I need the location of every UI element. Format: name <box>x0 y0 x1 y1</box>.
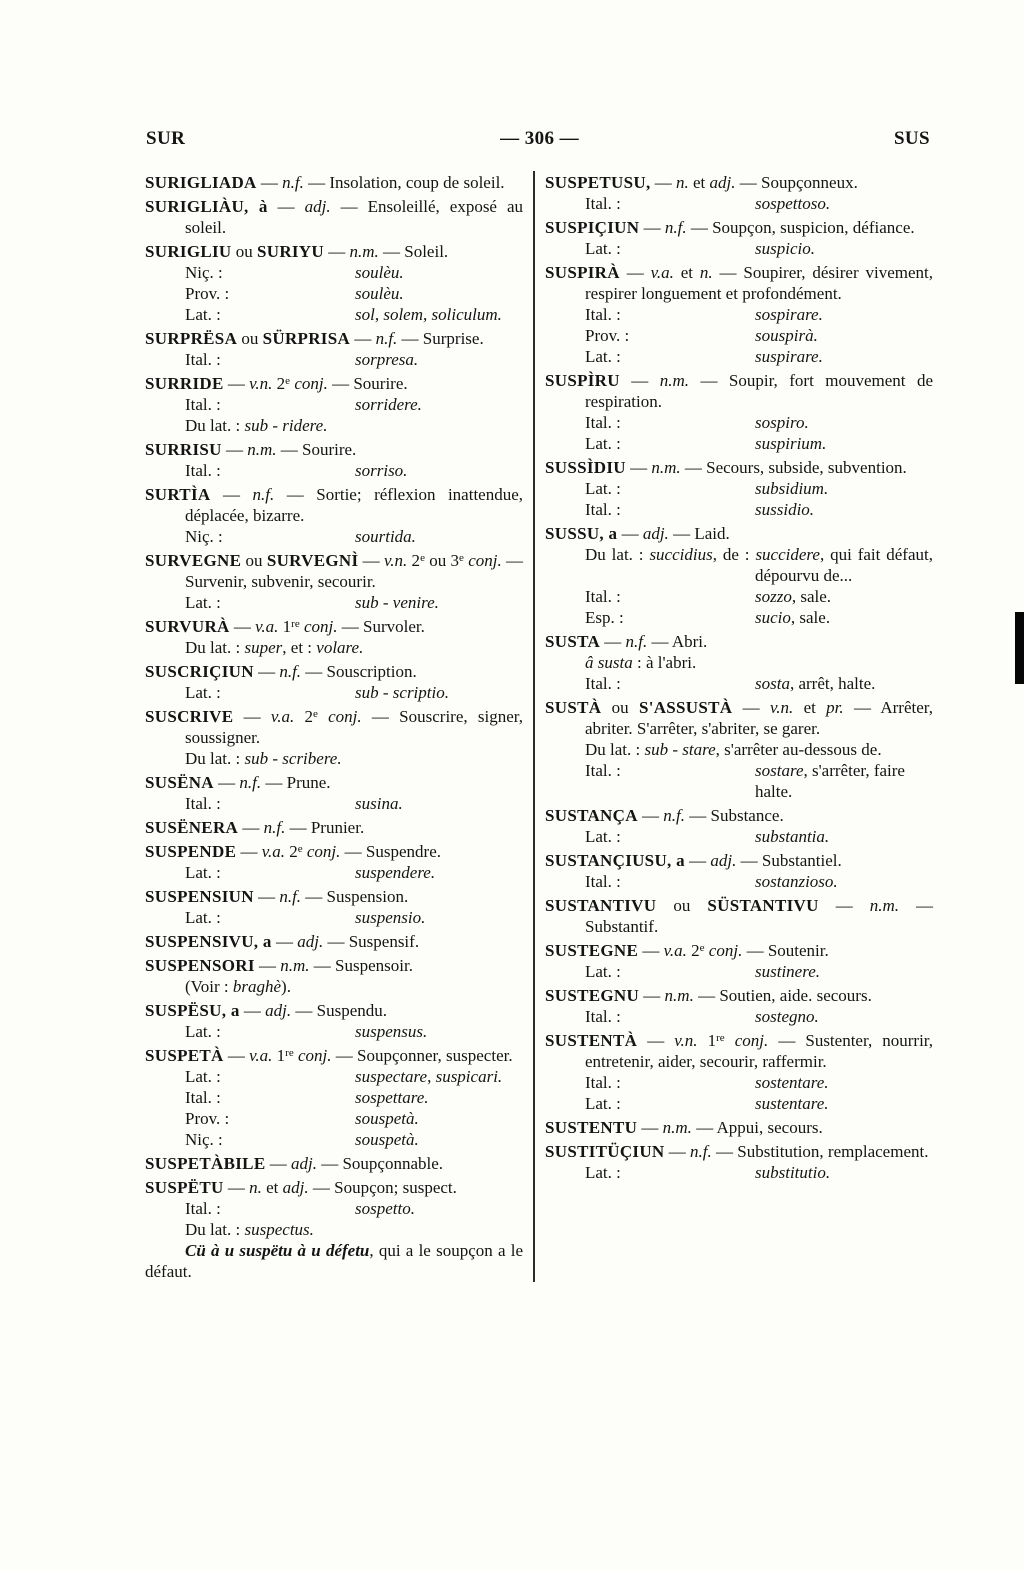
entry-headline: SUSTEGNE — v.a. 2e conj. — Soutenir. <box>545 941 829 960</box>
translation-value: sospiro. <box>755 413 809 432</box>
dictionary-entry-surigliada <box>145 172 523 193</box>
entry-subline: (Voir : braghè). <box>185 977 291 996</box>
language-label: Ital. : <box>185 461 221 480</box>
dictionary-entry-susena <box>145 772 523 814</box>
dictionary-entry-suscriciun <box>145 661 523 703</box>
etymology-line: Du lat. : suspectus. <box>185 1220 314 1239</box>
dictionary-entry-survura <box>145 616 523 658</box>
dictionary-entry-suspiru <box>545 370 933 454</box>
translation-value: suspirare. <box>755 347 823 366</box>
page-header <box>146 128 930 150</box>
entry-headline: SUSTA — n.f. — Abri. <box>545 632 708 651</box>
entry-headline: SUSPENSORI — n.m. — Suspensoir. <box>145 956 413 975</box>
entry-headline: SUSPENSIVU, a — adj. — Suspensif. <box>145 932 420 951</box>
entry-headline: SURPRËSA ou SÜRPRISA — n.f. — Surprise. <box>145 329 484 348</box>
right-column <box>545 169 933 1282</box>
dictionary-entry-suspensori <box>145 955 523 997</box>
translation-line <box>185 592 523 613</box>
language-label: Lat. : <box>185 305 221 324</box>
language-label: Lat. : <box>185 908 221 927</box>
dictionary-entry-sustegnu <box>545 985 933 1027</box>
language-label: Ital. : <box>585 500 621 519</box>
entry-headline: SUSPIRÀ — v.a. et n. — Soupirer, désirer vivement, respirer longuement et profondément. <box>545 263 933 303</box>
translation-line <box>185 1129 523 1150</box>
entry-headline: SUSPËSU, a — adj. — Suspendu. <box>145 1001 387 1020</box>
dictionary-entry-suspensivu <box>145 931 523 952</box>
entry-headline: SUSTANÇA — n.f. — Substance. <box>545 806 784 825</box>
etymology-line: Du lat. : super, et : volare. <box>185 638 364 657</box>
dictionary-entry-susenera <box>145 817 523 838</box>
translation-line <box>585 478 933 499</box>
entry-headline: SUSTANÇIUSU, a — adj. — Substantiel. <box>545 851 842 870</box>
translation-value: sostegno. <box>755 1007 819 1026</box>
translation-line <box>185 1066 523 1087</box>
entry-headline: SUSTEGNU — n.m. — Soutien, aide. secours. <box>545 986 872 1005</box>
language-label: Ital. : <box>585 587 621 606</box>
translation-value: sourtida. <box>355 527 416 546</box>
entry-headline: SUSTENTU — n.m. — Appui, secours. <box>545 1118 823 1137</box>
dictionary-entry-survegne <box>145 550 523 613</box>
language-label: Ital. : <box>585 194 621 213</box>
translation-value: soulèu. <box>355 284 404 303</box>
language-label: Lat. : <box>585 347 621 366</box>
translation-line <box>185 283 523 304</box>
language-label: Lat. : <box>585 479 621 498</box>
translation-line <box>585 607 933 628</box>
dictionary-entry-sustituciun <box>545 1141 933 1183</box>
entry-headline: SUSPÌRU — n.m. — Soupir, fort mouvement de respiration. <box>545 371 933 411</box>
translation-value: sostare, s'arrêter, faire halte. <box>755 761 905 801</box>
entry-headline: SURTÌA — n.f. — Sortie; réflexion inattendue, déplacée, bizarre. <box>145 485 524 525</box>
language-label: Lat. : <box>585 1163 621 1182</box>
translation-line <box>185 349 523 370</box>
entry-headline: SURIGLIADA — n.f. — Insolation, coup de soleil. <box>145 173 505 192</box>
etymology-line: Du lat. : sub - ridere. <box>185 416 328 435</box>
translation-value: suspirium. <box>755 434 827 453</box>
dictionary-entry-sustanca <box>545 805 933 847</box>
translation-value: substitutio. <box>755 1163 831 1182</box>
translation-value: sol, solem, soliculum. <box>355 305 502 324</box>
header-guide-word-left: SUR <box>146 128 186 149</box>
translation-value: suspectare, suspicari. <box>355 1067 503 1086</box>
translation-line <box>185 907 523 928</box>
entry-headline: SUSËNERA — n.f. — Prunier. <box>145 818 365 837</box>
language-label: Ital. : <box>585 761 621 780</box>
dictionary-entry-sustentu <box>545 1117 933 1138</box>
translation-value: sucio, sale. <box>755 608 831 627</box>
translation-line <box>585 304 933 325</box>
translation-value: souspetà. <box>355 1109 419 1128</box>
translation-line <box>585 673 933 694</box>
language-label: Niç. : <box>185 263 223 282</box>
translation-line <box>585 193 933 214</box>
language-label: Ital. : <box>585 674 621 693</box>
language-label: Ital. : <box>185 350 221 369</box>
translation-line <box>585 412 933 433</box>
dictionary-entry-suscrive <box>145 706 523 769</box>
dictionary-entry-sustantivu <box>545 895 933 937</box>
translation-value: susina. <box>355 794 403 813</box>
translation-value: subsidium. <box>755 479 829 498</box>
entry-headline: SUSPIÇIUN — n.f. — Soupçon, suspicion, défiance. <box>545 218 915 237</box>
translation-line <box>185 1198 523 1219</box>
dictionary-entry-sussu <box>545 523 933 628</box>
dictionary-entry-surrisu <box>145 439 523 481</box>
translation-value: sorridere. <box>355 395 422 414</box>
etymology-line: Du lat. : sub - stare, s'arrêter au-dessous de. <box>585 740 882 759</box>
translation-line <box>585 1162 933 1183</box>
dictionary-entry-suspetabile <box>145 1153 523 1174</box>
dictionary-entry-susta <box>545 631 933 694</box>
dictionary-entry-surride <box>145 373 523 436</box>
language-label: Lat. : <box>185 863 221 882</box>
entry-headline: SUSTANTIVU ou SÜSTANTIVU — n.m. — Substantif. <box>545 896 934 936</box>
language-label: Lat. : <box>185 1067 221 1086</box>
dictionary-entry-suspesu <box>145 1000 523 1042</box>
translation-value: sostanzioso. <box>755 872 838 891</box>
language-label: Ital. : <box>185 1199 221 1218</box>
language-label: Esp. : <box>585 608 624 627</box>
translation-value: sospetto. <box>355 1199 415 1218</box>
translation-line <box>585 325 933 346</box>
language-label: Lat. : <box>185 683 221 702</box>
dictionary-entry-suspetusu <box>545 172 933 214</box>
entry-headline: SUSCRIVE — v.a. 2e conj. — Souscrire, signer, soussigner. <box>145 707 524 747</box>
language-label: Ital. : <box>185 395 221 414</box>
column-divider-rule <box>533 171 535 1282</box>
entry-headline: SUSTENTÀ — v.n. 1re conj. — Sustenter, nourrir, entretenir, aider, secourir, raffermir. <box>545 1031 934 1071</box>
language-label: Lat. : <box>585 962 621 981</box>
translation-line <box>185 526 523 547</box>
dictionary-entry-surigliu <box>145 241 523 325</box>
etymology-line: Du lat. : sub - scribere. <box>185 749 342 768</box>
dictionary-entry-surigliau <box>145 196 523 238</box>
translation-line <box>185 262 523 283</box>
translation-value: sorpresa. <box>355 350 419 369</box>
translation-line <box>585 1093 933 1114</box>
translation-line <box>585 433 933 454</box>
entry-headline: SURVURÀ — v.a. 1re conj. — Survoler. <box>145 617 425 636</box>
translation-value: sosta, arrêt, halte. <box>755 674 876 693</box>
language-label: Ital. : <box>585 872 621 891</box>
translation-value: sostentare. <box>755 1073 829 1092</box>
entry-headline: SUSPENSIUN — n.f. — Suspension. <box>145 887 409 906</box>
language-label: Niç. : <box>185 527 223 546</box>
translation-value: sospirare. <box>755 305 823 324</box>
translation-line <box>185 1087 523 1108</box>
language-label: Prov. : <box>185 1109 230 1128</box>
language-label: Ital. : <box>585 413 621 432</box>
page-edge-tab <box>1015 612 1024 684</box>
translation-line <box>185 793 523 814</box>
translation-line <box>185 460 523 481</box>
translation-value: soulèu. <box>355 263 404 282</box>
translation-value: suspicio. <box>755 239 815 258</box>
language-label: Ital. : <box>585 305 621 324</box>
dictionary-entry-sustanciusu <box>545 850 933 892</box>
translation-line <box>585 238 933 259</box>
entry-headline: SUSPETUSU, — n. et adj. — Soupçonneux. <box>545 173 858 192</box>
page-number: — 306 — <box>500 128 579 149</box>
entry-headline: SUSËNA — n.f. — Prune. <box>145 773 331 792</box>
translation-value: sustinere. <box>755 962 821 981</box>
dictionary-entry-suspende <box>145 841 523 883</box>
translation-value: sospettare. <box>355 1088 429 1107</box>
dictionary-entry-suspensiun <box>145 886 523 928</box>
translation-value: suspensio. <box>355 908 426 927</box>
dictionary-entry-suspiciun <box>545 217 933 259</box>
entry-headline: SUSTÀ ou S'ASSUSTÀ — v.n. et pr. — Arrêter, abriter. S'arrêter, s'abriter, se garer. <box>545 698 933 738</box>
left-column <box>145 169 523 1282</box>
translation-value: souspetà. <box>355 1130 419 1149</box>
dictionary-entry-suspira <box>545 262 933 367</box>
translation-line <box>585 871 933 892</box>
dictionary-entry-sussidiu <box>545 457 933 520</box>
translation-line <box>185 304 523 325</box>
translation-value: sussidio. <box>755 500 815 519</box>
language-label: Prov. : <box>585 326 630 345</box>
translation-line <box>585 1072 933 1093</box>
translation-value: souspirà. <box>755 326 818 345</box>
entry-headline: SUSSU, a — adj. — Laid. <box>545 524 730 543</box>
dictionary-entry-suspetu <box>145 1177 523 1282</box>
translation-line <box>585 961 933 982</box>
dictionary-content <box>145 169 935 1282</box>
translation-line <box>185 862 523 883</box>
entry-headline: SUSPETÀBILE — adj. — Soupçonnable. <box>145 1154 444 1173</box>
translation-line <box>185 1108 523 1129</box>
translation-value: sub - scriptio. <box>355 683 449 702</box>
entry-headline: SURRIDE — v.n. 2e conj. — Sourire. <box>145 374 408 393</box>
translation-line <box>585 346 933 367</box>
entry-subline: â susta : à l'abri. <box>585 653 697 672</box>
language-label: Niç. : <box>185 1130 223 1149</box>
entry-headline: SURIGLIU ou SURIYU — n.m. — Soleil. <box>145 242 449 261</box>
entry-headline: SUSSÌDIU — n.m. — Secours, subside, subvention. <box>545 458 907 477</box>
dictionary-entry-sustenta <box>545 1030 933 1114</box>
language-label: Lat. : <box>585 827 621 846</box>
translation-line <box>185 1021 523 1042</box>
language-label: Lat. : <box>585 434 621 453</box>
translation-value: sub - venire. <box>355 593 439 612</box>
entry-headline: SUSTITÜÇIUN — n.f. — Substitution, remplacement. <box>545 1142 929 1161</box>
etymology-line: Du lat. : succidius, de : succidere, qui fait défaut, dépourvu de... <box>585 545 933 585</box>
entry-headline: SURRISU — n.m. — Sourire. <box>145 440 357 459</box>
dictionary-entry-sustegne <box>545 940 933 982</box>
entry-headline: SUSPENDE — v.a. 2e conj. — Suspendre. <box>145 842 441 861</box>
dictionary-entry-susta-assusta <box>545 697 933 802</box>
translation-line <box>585 586 933 607</box>
entry-headline: SURIGLIÀU, à — adj. — Ensoleillé, exposé au soleil. <box>145 197 523 237</box>
translation-value: sorriso. <box>355 461 408 480</box>
translation-value: substantia. <box>755 827 830 846</box>
header-guide-word-right: SUS <box>893 128 930 149</box>
entry-headline: SUSPETÀ — v.a. 1re conj. — Soupçonner, suspecter. <box>145 1046 513 1065</box>
translation-value: sustentare. <box>755 1094 829 1113</box>
language-label: Lat. : <box>585 1094 621 1113</box>
language-label: Prov. : <box>185 284 230 303</box>
translation-line <box>185 682 523 703</box>
translation-line <box>585 826 933 847</box>
translation-line <box>585 1006 933 1027</box>
entry-headline: SUSCRIÇIUN — n.f. — Souscription. <box>145 662 417 681</box>
language-label: Ital. : <box>585 1073 621 1092</box>
entry-headline: SURVEGNE ou SURVEGNÌ — v.n. 2e ou 3e conj. — Survenir, subvenir, secourir. <box>145 551 524 591</box>
language-label: Ital. : <box>185 794 221 813</box>
translation-line <box>585 760 933 802</box>
example-line: Cü à u suspëtu à u défetu, qui a le soupçon a le défaut. <box>145 1241 523 1281</box>
language-label: Ital. : <box>185 1088 221 1107</box>
translation-value: suspendere. <box>355 863 436 882</box>
translation-line <box>585 499 933 520</box>
language-label: Lat. : <box>585 239 621 258</box>
translation-line <box>185 394 523 415</box>
language-label: Lat. : <box>185 593 221 612</box>
translation-value: suspensus. <box>355 1022 428 1041</box>
dictionary-entry-surpresa <box>145 328 523 370</box>
dictionary-entry-suspeta <box>145 1045 523 1150</box>
translation-value: sospettoso. <box>755 194 831 213</box>
entry-headline: SUSPËTU — n. et adj. — Soupçon; suspect. <box>145 1178 457 1197</box>
language-label: Lat. : <box>185 1022 221 1041</box>
language-label: Ital. : <box>585 1007 621 1026</box>
translation-value: sozzo, sale. <box>755 587 832 606</box>
dictionary-entry-surtia <box>145 484 523 547</box>
